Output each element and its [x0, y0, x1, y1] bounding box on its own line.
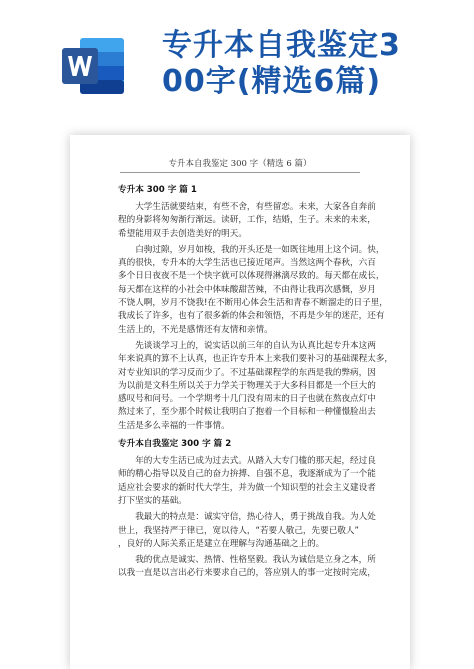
paragraph-line: 对专业知识的学习反而少了。不过基础课程学的东西是我的弊病，因 — [118, 367, 376, 378]
paragraph-line: 多个日日夜夜不是一个快字就可以体现得淋漓尽致的。每天都在成长， — [118, 271, 385, 282]
paragraph-line: 希望能用双手去创造美好的明天。 — [118, 228, 247, 239]
paragraph-line: 每天都在这样的小社会中体味酸甜苦辣，不由得让我再次感慨，岁月 — [118, 284, 376, 295]
paragraph — [118, 244, 388, 337]
paragraph-line: 师的精心指导以及自己的奋力拚搏、自强不息，我逐渐成为了一个能 — [118, 469, 376, 480]
paragraph-line: 世上，我坚持严于律已，宽以待人，“若要人敬己，先要已敬人” — [118, 525, 359, 536]
paragraph — [118, 455, 376, 508]
paragraph-line: 真的很快，专升本的大学生活也已接近尾声。当然这两个春秋，六百 — [118, 258, 376, 269]
paragraph-line: 打下坚实的基础。 — [118, 495, 187, 506]
document-title-line-1: 专升本自我鉴定3 — [162, 28, 401, 63]
paragraph-line: 以我一直是以言出必行来要求自己的，答应别人的事一定按时完成， — [118, 568, 376, 579]
paragraph-line: 我最大的特点是：诚实守信，热心待人，勇于挑战自我。为人处 — [135, 512, 376, 523]
page-header-rule — [120, 172, 360, 173]
document-body — [118, 179, 394, 584]
paragraph — [118, 554, 376, 581]
paragraph-line: 先谈谈学习上的，说实话以前三年的自认为认真比起专升本这两 — [135, 340, 376, 351]
paragraph-line: 年来说真的算不上认真，也正许专升本上来我们要补习的基础课程太多， — [118, 354, 394, 365]
document-page — [70, 135, 410, 669]
paragraph-line: 生活是多么幸福的一件事情。 — [118, 420, 230, 431]
paragraph — [118, 201, 376, 241]
paragraph-line: ，良好的人际关系正是建立在理解与沟通基础之上的。 — [118, 538, 325, 549]
banner-header — [0, 0, 474, 120]
paragraph-line: 年的大专生活已成为过去式。从踏入大专门槛的那天起，经过良 — [135, 456, 376, 467]
section-heading: 专升本自我鉴定 300 字 篇 2 — [118, 439, 232, 450]
paragraph-line: 程的身影将匆匆渐行渐远。读研，工作，结婚，生子。未来的未来， — [118, 215, 376, 226]
paragraph — [118, 340, 394, 433]
word-logo-icon — [60, 36, 126, 96]
paragraph-line: 生活上的，不光是感情还有友情和亲情。 — [118, 324, 273, 335]
paragraph — [118, 511, 376, 551]
page-header: 专升本自我鉴定 300 字（精选 6 篇） — [168, 159, 312, 169]
paragraph-line: 我的优点是诚实、热情、性格坚毅。我认为诚信是立身之本，所 — [135, 555, 376, 566]
paragraph-line: 熬过来了，至少那个时候让我明白了抱着一个目标和一种懂憬脸出去 — [118, 407, 376, 418]
paragraph-line: 不饶人啊，岁月不饶我!在不断用心体会生活和青春不断溜走的日子里， — [118, 298, 388, 309]
document-title-line-2: 00字(精选6篇) — [162, 64, 382, 99]
paragraph-line: 白驹过隙，岁月如梭，我的开头还是一如既往地用上这个词。快， — [135, 244, 385, 255]
paragraph-line: 适应社会要求的新时代大学生，并为做一个知识型的社会主义建设者 — [118, 482, 376, 493]
paragraph-line: 大学生活就要结束，有些不舍，有些留恋。未来，大家各自奔前 — [135, 202, 376, 212]
paragraph-line: 我成长了许多，也有了很多新的体会和领悟，不再是少年的迷茫，还有 — [118, 311, 385, 322]
paragraph-line: 感叹号和问号。一个学期考十几门没有周末的日子也就在熬夜点灯中 — [118, 394, 376, 405]
section-heading: 专升本 300 字 篇 1 — [118, 185, 197, 195]
paragraph-line: 为以前是文科生所以关于力学关于物理关于大多科目都是一个巨大的 — [118, 380, 376, 391]
